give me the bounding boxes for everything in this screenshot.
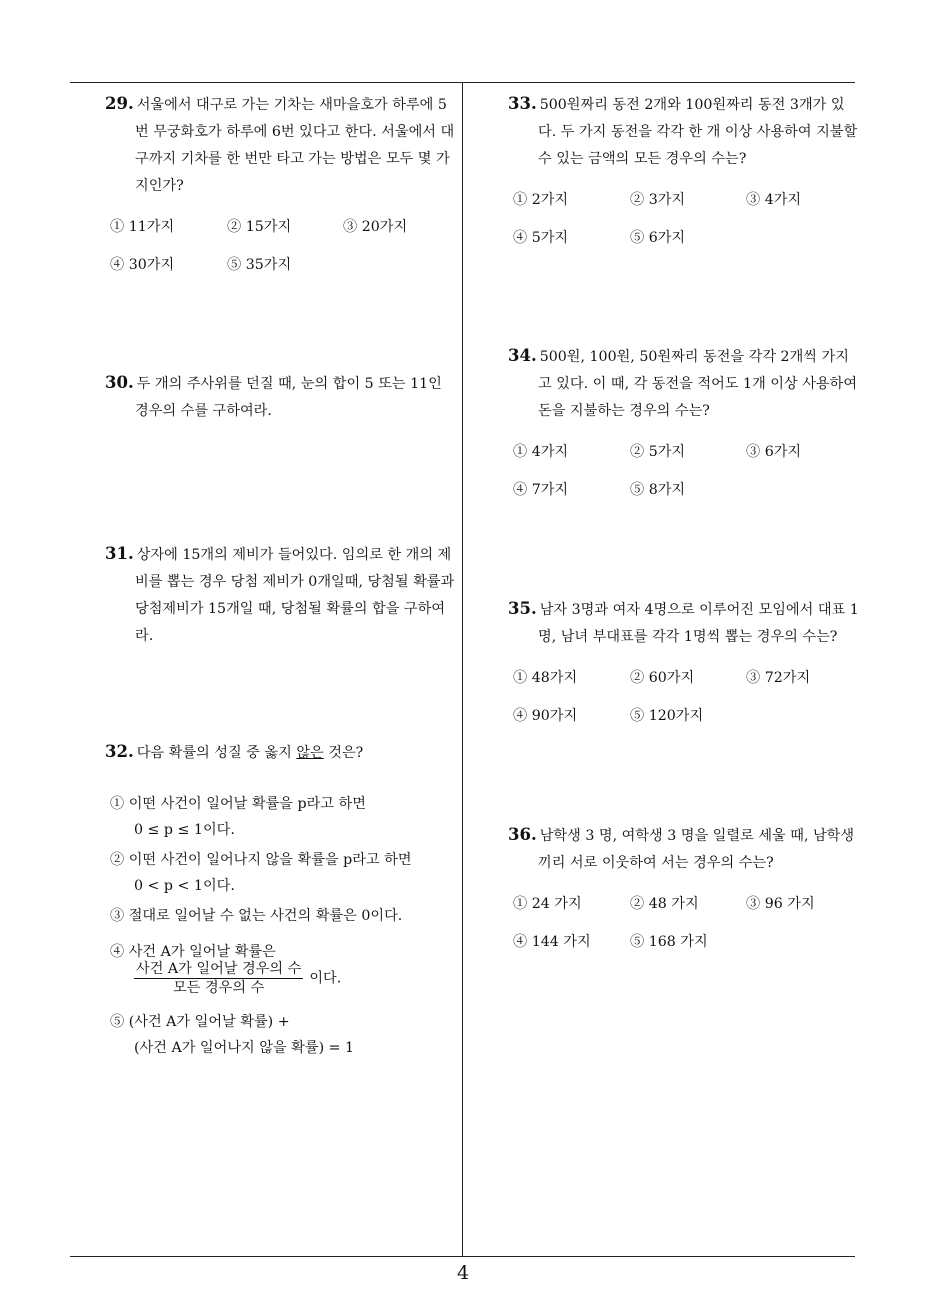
- question-36-stem: 남학생 3 명, 여학생 3 명을 일렬로 세울 때, 남학생끼리 서로 이웃하여 서는 경우의 수는?: [538, 828, 855, 871]
- question-36-option-1[interactable]: ① 24 가지: [513, 896, 582, 912]
- question-35-option-3[interactable]: ③ 72가지: [746, 670, 811, 686]
- question-31: [105, 540, 460, 650]
- question-36-option-4[interactable]: ④ 144 가지: [513, 934, 591, 950]
- question-34-number: 34.: [508, 346, 537, 365]
- question-33-option-3[interactable]: ③ 4가지: [746, 192, 802, 208]
- question-32-stem-underlined: 않은: [296, 745, 324, 761]
- question-32-stem-before: 다음 확률의 성질 중 옳지: [136, 745, 297, 761]
- question-29-stem: 서울에서 대구로 가는 기차는 새마을호가 하루에 5번 무궁화호가 하루에 6번 있다고 한다. 서울에서 대구까지 기차를 한 번만 타고 가는 방법은 모두 몇 가지인가?: [135, 97, 455, 194]
- question-35-stem: 남자 3명과 여자 4명으로 이루어진 모임에서 대표 1명, 남녀 부대표를 각각 1명씩 뽑는 경우의 수는?: [538, 602, 859, 645]
- question-33-option-5[interactable]: ⑤ 6가지: [630, 230, 686, 246]
- question-32-option-3[interactable]: ③ 절대로 일어날 수 없는 사건의 확률은 0이다.: [110, 908, 403, 924]
- question-29-option-4[interactable]: ④ 30가지: [110, 257, 175, 273]
- question-34-stem: 500원, 100원, 50원짜리 동전을 각각 2개씩 가지고 있다. 이 때, 각 동전을 적어도 1개 이상 사용하여 돈을 지불하는 경우의 수는?: [538, 349, 858, 419]
- question-29-option-3[interactable]: ③ 20가지: [343, 219, 408, 235]
- question-32-option-4-fraction: [134, 960, 303, 997]
- question-34-option-5[interactable]: ⑤ 8가지: [630, 482, 686, 498]
- question-33-number: 33.: [508, 94, 537, 113]
- question-29-option-5[interactable]: ⑤ 35가지: [227, 257, 292, 273]
- question-29-number: 29.: [105, 94, 134, 113]
- question-32-stem-after: 것은?: [323, 745, 364, 761]
- question-32-option-4-denominator: 모든 경우의 수: [173, 980, 265, 996]
- question-35-stem-block: [508, 595, 860, 651]
- question-32-option-1-line-2: 0 ≤ p ≤ 1이다.: [134, 822, 235, 838]
- question-33-option-1[interactable]: ① 2가지: [513, 192, 569, 208]
- question-35-option-5[interactable]: ⑤ 120가지: [630, 708, 704, 724]
- question-33-options: [508, 187, 860, 257]
- question-32-option-4-numerator: 사건 A가 일어날 경우의 수: [136, 961, 302, 977]
- question-36: [508, 821, 860, 961]
- question-29-options: [105, 214, 460, 284]
- question-32: [105, 738, 460, 767]
- question-34-options: [508, 439, 860, 509]
- question-32-number: 32.: [105, 742, 134, 761]
- question-36-number: 36.: [508, 825, 537, 844]
- question-35-number: 35.: [508, 599, 537, 618]
- question-32-option-5-line-2: (사건 A가 일어나지 않을 확률) = 1: [134, 1040, 355, 1056]
- question-36-option-5[interactable]: ⑤ 168 가지: [630, 934, 708, 950]
- question-35-option-4[interactable]: ④ 90가지: [513, 708, 578, 724]
- question-36-stem-block: [508, 821, 860, 877]
- question-32-option-4-fraction-row: [134, 960, 341, 997]
- question-32-option-4-label[interactable]: ④ 사건 A가 일어날 확률은: [110, 944, 276, 960]
- question-33-option-4[interactable]: ④ 5가지: [513, 230, 569, 246]
- question-29-option-2[interactable]: ② 15가지: [227, 219, 292, 235]
- question-31-stem-block: [105, 540, 460, 650]
- question-36-options: [508, 891, 860, 961]
- question-32-option-2-line-1[interactable]: ② 이떤 사건이 일어나지 않을 확률을 p라고 하면: [110, 852, 412, 868]
- question-33-stem-block: [508, 90, 860, 173]
- question-35-options: [508, 665, 860, 735]
- question-30-stem: 두 개의 주사위를 던질 때, 눈의 합이 5 또는 11인 경우의 수를 구하여라.: [135, 376, 442, 419]
- question-34-option-4[interactable]: ④ 7가지: [513, 482, 569, 498]
- question-31-stem: 상자에 15개의 제비가 들어있다. 임의로 한 개의 제비를 뽑는 경우 당첨 제비가 0개일때, 당첨될 확률과 당첨제비가 15개일 때, 당첨될 확률의 합을 구하여라.: [135, 547, 455, 644]
- question-32-option-2-line-2: 0 < p < 1이다.: [134, 878, 235, 894]
- question-29-option-1[interactable]: ① 11가지: [110, 219, 175, 235]
- question-29-stem-block: [105, 90, 460, 200]
- question-34-option-2[interactable]: ② 5가지: [630, 444, 686, 460]
- bottom-rule: [70, 1256, 855, 1257]
- question-33-option-2[interactable]: ② 3가지: [630, 192, 686, 208]
- question-33: [508, 90, 860, 257]
- question-31-number: 31.: [105, 544, 134, 563]
- question-35-option-2[interactable]: ② 60가지: [630, 670, 695, 686]
- page-number: 4: [456, 1262, 470, 1284]
- question-34: [508, 342, 860, 509]
- question-36-option-2[interactable]: ② 48 가지: [630, 896, 699, 912]
- question-33-stem: 500원짜리 동전 2개와 100원짜리 동전 3개가 있다. 두 가지 동전을 각각 한 개 이상 사용하여 지불할 수 있는 금액의 모든 경우의 수는?: [538, 97, 858, 167]
- question-34-option-3[interactable]: ③ 6가지: [746, 444, 802, 460]
- question-36-option-3[interactable]: ③ 96 가지: [746, 896, 815, 912]
- question-30-stem-block: [105, 369, 460, 425]
- question-32-option-5-line-1[interactable]: ⑤ (사건 A가 일어날 확률) +: [110, 1014, 290, 1030]
- question-30-number: 30.: [105, 373, 134, 392]
- question-35: [508, 595, 860, 735]
- question-30: [105, 369, 460, 425]
- question-35-option-1[interactable]: ① 48가지: [513, 670, 578, 686]
- question-32-option-1-line-1[interactable]: ① 이떤 사건이 일어날 확률을 p라고 하면: [110, 796, 366, 812]
- question-34-stem-block: [508, 342, 860, 425]
- question-34-option-1[interactable]: ① 4가지: [513, 444, 569, 460]
- column-divider: [462, 82, 463, 1257]
- question-32-option-4-suffix: 이다.: [309, 970, 342, 987]
- question-32-stem-block: [105, 738, 460, 767]
- question-29: [105, 90, 460, 284]
